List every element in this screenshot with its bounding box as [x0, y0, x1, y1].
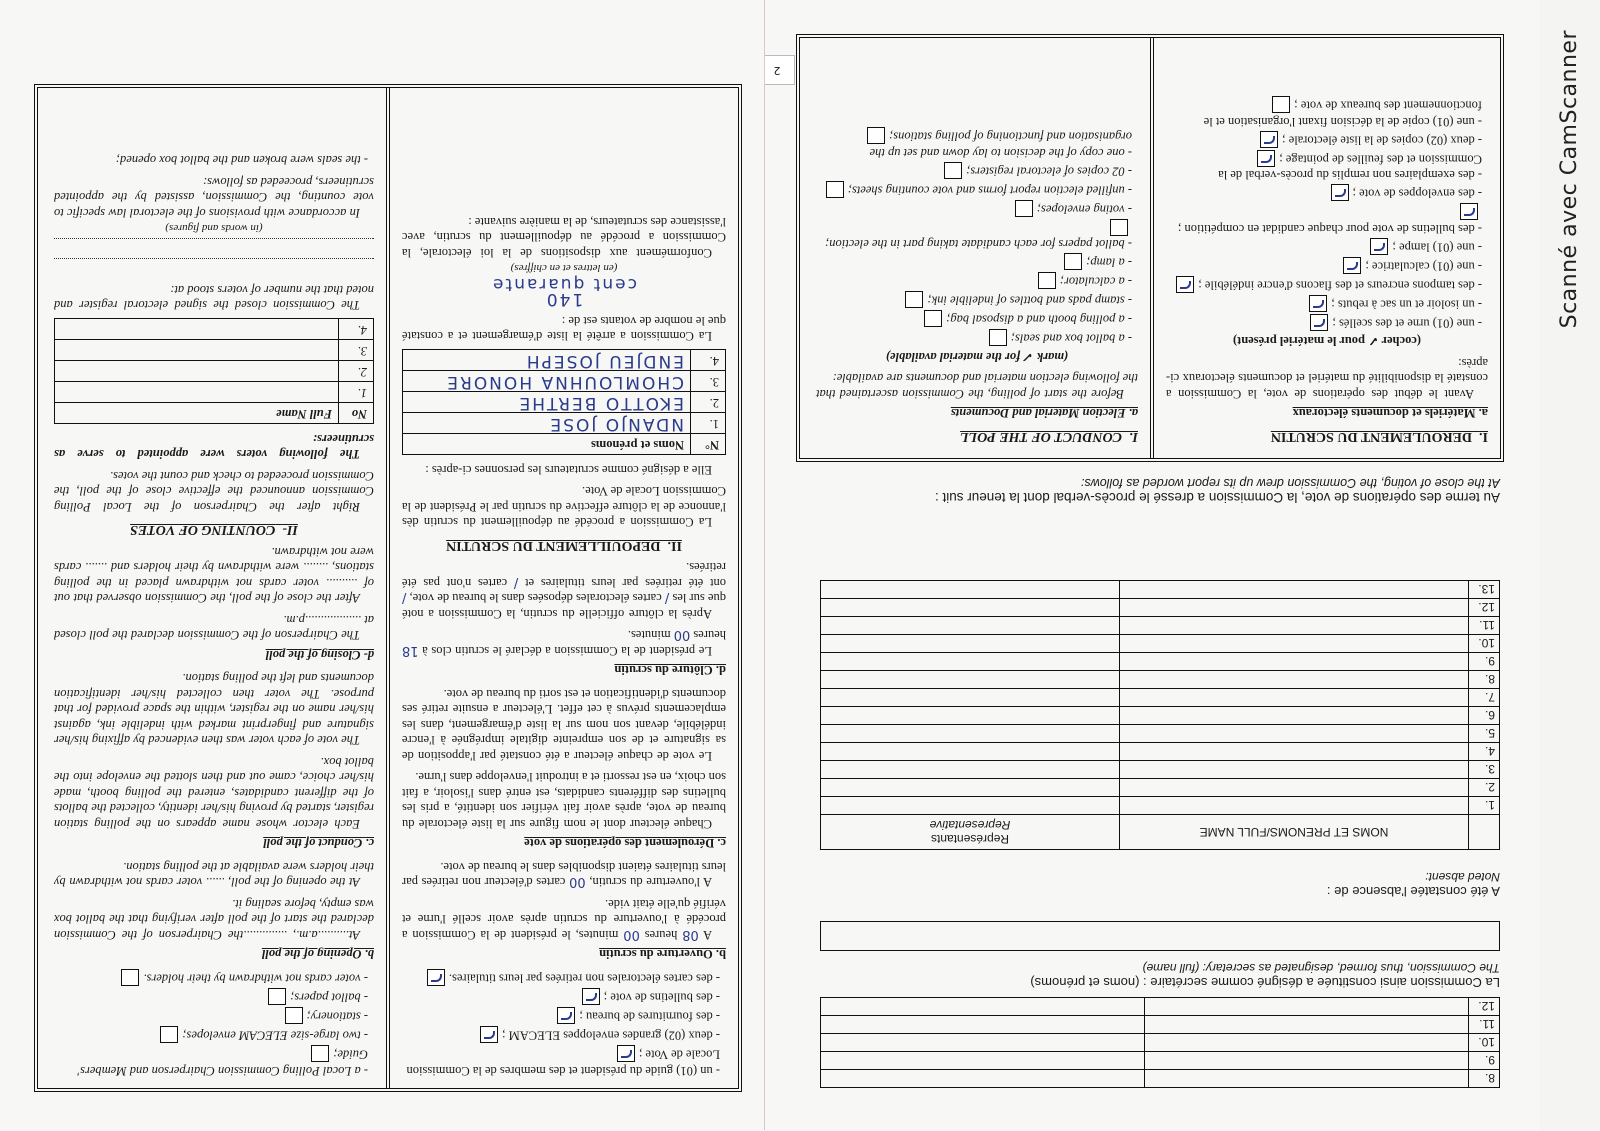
- table-row: 7.: [821, 689, 1500, 707]
- subsection-title: Clôture du scrutin: [614, 663, 713, 678]
- table-row: 1. NDANJO JOSE: [403, 413, 726, 434]
- checkbox-registers[interactable]: [1260, 131, 1278, 148]
- checkbox-report-forms-en[interactable]: [826, 181, 844, 198]
- checkbox-ballot-papers-en[interactable]: [268, 989, 286, 1006]
- checkbox-ballot-box[interactable]: [1310, 314, 1328, 331]
- subsection-title: Déroulement des opérations de vote: [524, 836, 715, 851]
- secretary-label-fr: La Commission ainsi constituée a désigné comme secrétaire : (noms et prénoms): [1030, 975, 1500, 990]
- checkbox-stationery-en[interactable]: [285, 1008, 303, 1025]
- conduct-of-poll-frame: [796, 34, 1504, 462]
- checkbox-report-forms[interactable]: [1257, 150, 1275, 167]
- table-row: 4.: [821, 743, 1500, 761]
- page-3: [0, 0, 765, 1130]
- subsection-title: Election Material and Documents: [950, 406, 1126, 421]
- subsection-title: Conduct of the poll: [263, 836, 363, 851]
- section-title: DEPOUILLEMENT DU SCRUTIN: [446, 538, 661, 553]
- table-row: 4.: [55, 319, 374, 340]
- page-2: [765, 0, 1540, 1130]
- opening-hour[interactable]: 08: [682, 927, 699, 942]
- absent-label-fr: A été constatée l'absence de :: [1326, 884, 1500, 899]
- closing-minutes[interactable]: 00: [673, 627, 691, 643]
- checkbox-voter-cards-en[interactable]: [121, 970, 139, 987]
- table-row: 2.: [55, 361, 374, 382]
- table-row: 2. EKOTTO BERTHE: [403, 392, 726, 413]
- checkbox-decision-copy[interactable]: [1272, 97, 1290, 114]
- voters-count-figures[interactable]: 140: [544, 289, 584, 310]
- checkbox-ballots-en[interactable]: [1110, 219, 1128, 236]
- checkbox-envelopes-en[interactable]: [1015, 200, 1033, 217]
- secretary-continuation-table: [820, 997, 1500, 1088]
- voters-count-words[interactable]: cent quarante: [491, 274, 637, 294]
- section-title: COUNTING OF VOTES: [130, 522, 276, 538]
- table-row: 1.: [55, 382, 374, 403]
- subsection-title: Matériels et documents électoraux: [1292, 406, 1476, 421]
- table-row: 3. CHOMLOUHNA HONORE: [403, 371, 726, 392]
- fr-column: - un (01) guide du président et des membres de la Commission Locale de Vote ; - deux (02) grandes enveloppes ELECAM ; - des fournitures de bureau ; - des bulletins de vote ; - des cartes électorales non retirées par leurs titulaires. b. Ouverture du scrutin A 08 heures 00 minutes, le président de la Commission a procédé à l'ouverture du scrutin après avoir scellé l'urne et vérifié qu'elle était vide. A l'ouverture du scrutin, 00 cartes d'électeur non retirées par leurs titulaires étaient disponibles dans le bureau de vote. c. Déroulement des opérations de vote Chaque électeur dont le nom figure sur la liste électorale du bureau de vote, après avoir fait vérifier son identité, a pris les bulletins des différents candidats, est entré dans l'isoloir, a fait son choix, en est ressorti et a introduit l'enveloppe dans l'urne. Le vote de chaque électeur a été constaté par l'apposition de sa signature et de son empreinte digitale imprégnée à l'encre indélébile, devant son nom sur la liste d'émargement, dans les emplacements prévus à cet effet. L'électeur a ensuite retiré ses documents d'identification et est sorti du bureau de vote. d. Clôture du scrutin Le président de la Commission a déclaré le scrutin clos à 18 heures 00 minutes. Après la clôture officielle du scrutin, la Commission a noté que sur les / cartes électorales déposées dans le bureau de vote, / ont été retirées par leurs titulaires et / cartes n'ont pas été retirées. II. DEPOUILLEMENT DU SCRUTIN La Commission a procédé au dépouillement du scrutin dès l'annonce de la clôture effective du scrutin par le Président de la Commission Locale de Vote. Elle a désigné comme scrutateurs les personnes ci-après : N° Noms et prénoms 1. NDANJO JOSE 2. EKOTTO BERTHE 3. CHOMLOUHNA HONORE 4. ENDJEU JOSEPH La Commission a arrêté la liste d'émargement et a constaté que le nombre de votants est de : 140 cent quarante (en lettres et en chiffres) Conformément aux dispositions de la loi électorale, la Commission a procédé au dépouillement du scrutin, avec l'assistance des scrutateurs, de la manière suivante :: [386, 88, 738, 1088]
- checkbox-elecam-envelopes-en[interactable]: [160, 1027, 178, 1044]
- table-row: 6.: [821, 707, 1500, 725]
- unclaimed-cards-count[interactable]: 00: [569, 874, 586, 890]
- subsection-title: Opening of the poll: [261, 947, 362, 962]
- checkbox-ballot-papers[interactable]: [582, 989, 600, 1006]
- checkbox-booth-en[interactable]: [924, 311, 942, 328]
- scrutineers-table-fr: N° Noms et prénoms 1. NDANJO JOSE 2. EKOTTO BERTHE 3. CHOMLOUHNA HONORE 4. ENDJEU JOSEPH: [402, 350, 726, 456]
- voters-count-line-2[interactable]: [54, 239, 374, 256]
- checkbox-guide-en[interactable]: [311, 1046, 329, 1063]
- table-row: 12.: [821, 998, 1500, 1016]
- checkbox-booth[interactable]: [1309, 295, 1327, 312]
- report-intro-fr: Au terme des opérations de vote, la Commission a dressé le procès-verbal dont la teneur suit :: [934, 490, 1500, 505]
- table-row: 10.: [821, 635, 1500, 653]
- checkbox-decision-copy-en[interactable]: [867, 128, 885, 145]
- table-row: 13.: [821, 581, 1500, 599]
- scrutineers-table-en: No Full Name 1. 2. 3. 4.: [54, 319, 374, 425]
- subsection-title: Ouverture du scrutin: [599, 947, 713, 962]
- table-row: 11.: [821, 617, 1500, 635]
- table-row: 9.: [821, 653, 1500, 671]
- checkbox-lamp[interactable]: [1370, 238, 1388, 255]
- table-row: 11.: [821, 1016, 1500, 1034]
- checkbox-ink-en[interactable]: [905, 292, 923, 309]
- table-row: 3.: [821, 761, 1500, 779]
- secretary-label-en: The Commission, thus formed, designated as secretary: (full name): [1142, 961, 1500, 975]
- section-title: DEROULEMENT DU SCRUTIN: [1270, 429, 1473, 444]
- checkbox-elecam-envelopes[interactable]: [480, 1027, 498, 1044]
- table-header: NOMS ET PRENOMS/FULL NAME Représentants Representative: [821, 815, 1500, 850]
- table-row: 12.: [821, 599, 1500, 617]
- checkbox-calculator-en[interactable]: [1038, 273, 1056, 290]
- table-row: 2.: [821, 779, 1500, 797]
- checkbox-guide[interactable]: [617, 1046, 635, 1063]
- report-intro-en: At the close of voting, the Commission drew up its report worded as follows:: [1081, 476, 1500, 490]
- opening-minutes[interactable]: 00: [623, 927, 640, 942]
- checkbox-voter-cards[interactable]: [427, 970, 445, 987]
- checkbox-lamp-en[interactable]: [1064, 254, 1082, 271]
- checkbox-envelopes[interactable]: [1331, 185, 1349, 202]
- checkbox-ink[interactable]: [1176, 276, 1194, 293]
- secretary-field[interactable]: [820, 921, 1500, 951]
- checkbox-ballots[interactable]: [1460, 204, 1478, 221]
- section-title: CONDUCT OF THE POLL: [960, 429, 1123, 444]
- absent-label-en: Noted absent:: [1425, 870, 1500, 884]
- checkbox-calculator[interactable]: [1343, 257, 1361, 274]
- table-row: 8.: [821, 1070, 1500, 1088]
- closing-hour[interactable]: 18: [401, 643, 419, 658]
- checkbox-ballot-box-en[interactable]: [989, 330, 1007, 347]
- table-row: 3.: [55, 340, 374, 361]
- en-column: - a Local Polling Commission Chairperson and Members' Guide; - two large-size ELECAM envelopes; - stationery; - ballot papers; - voter cards not withdrawn by their holders. b. Opening of the poll At..........a.m., ..............the Chairperson of the Commission declared the start of the poll after verifying that the ballot box was empty, before sealing it. At the opening of the poll, ...... voter cards not withdrawn by their holders were available at the polling station. c. Conduct of the poll Each elector whose name appears on the polling station register, started by proving his/her identity, collected the ballots of the different candidates, entered the polling booth, made his/her choice, came out and then slotted the envelope into the ballot box. The vote of each voter was then evidenced by affixing his/her signature and fingerprint marked with indelible ink, against his/her name on the register, within the space provided for that purpose. The voter then collected his/her identification documents and left the polling station. d- Closing of the poll The Chairperson of the Commission declared the poll closed at ..................p.m. After the close of the poll, the Commission observed that out of .......... voter cards not withdrawn placed in the polling stations, ........ were withdrawn by their holders and ....... cards were not withdrawn. II- COUNTING OF VOTES Right after the Chairperson of the Local Polling Commission announced the effective close of the poll, the Commission proceeded to check and count the votes. The following voters were appointed to serve as scrutineers: No Full Name 1. 2. 3. 4. The Commission closed the signed electoral register and noted that the number of voters stood at: (in words and figures) In accordance with provisions of the electoral law specific to vote counting, the Commission, assisted by the appointed scrutineers, proceeded as follows: - the seals were broken and the ballot box opened;: [54, 153, 374, 1078]
- page-number: 2: [759, 55, 795, 85]
- subsection-title: Closing of the poll: [265, 648, 361, 662]
- camscanner-watermark: Scanné avec CamScanner: [1557, 30, 1582, 329]
- table-row: 10.: [821, 1034, 1500, 1052]
- table-row: 8.: [821, 671, 1500, 689]
- table-row: 1.: [821, 797, 1500, 815]
- en-column: I. CONDUCT OF THE POLL a. Election Material and Documents Before the start of polling, the Commission ascertained that the following election material and documents are available: (mark ✓ for the material available) - a ballot box and seals; - a polling booth and a disposal bag; - stamp pads and bottles of indelible ink; - a calculator; - a lamp; - ballot papers for each candidate taking part in the election; - voting envelopes; - unfilled election report forms and vote counting sheets; - 02 copies of electoral registers; - one copy of the decision to lay down and set up the organisation and functioning of polling stations;: [804, 38, 1150, 458]
- checkbox-registers-en[interactable]: [944, 162, 962, 179]
- checkbox-stationery[interactable]: [557, 1008, 575, 1025]
- absent-table: [820, 580, 1500, 850]
- page3-frame: [34, 84, 742, 1092]
- fr-column: I. DEROULEMENT DU SCRUTIN a. Matériels et documents électoraux Avant le début des opérations de vote, la Commission a constaté la disponibilité du matériel et documents électoraux ci-après: (cocher ✓ pour le matériel présent) - une (01) urne et des scellés ; - un isoloir et un sac à rebuts ; - des tampons encreurs et des flacons d'encre indélébile ; - une (01) calculatrice ; - une (01) lampe ; - des bulletins de vote pour chaque candidat en compétition ; - des enveloppes de vote ; - des exemplaires non remplis du procès-verbal de la Commission et des feuilles de pointage ; - deux (02) copies de la liste électorale ; - une (01) copie de la décision fixant l'organisation et le fonctionnement des bureaux de vote ;: [1150, 38, 1500, 458]
- voters-count-line-1[interactable]: [54, 259, 374, 276]
- table-row: 5.: [821, 725, 1500, 743]
- table-row: 9.: [821, 1052, 1500, 1070]
- table-row: 4. ENDJEU JOSEPH: [403, 350, 726, 371]
